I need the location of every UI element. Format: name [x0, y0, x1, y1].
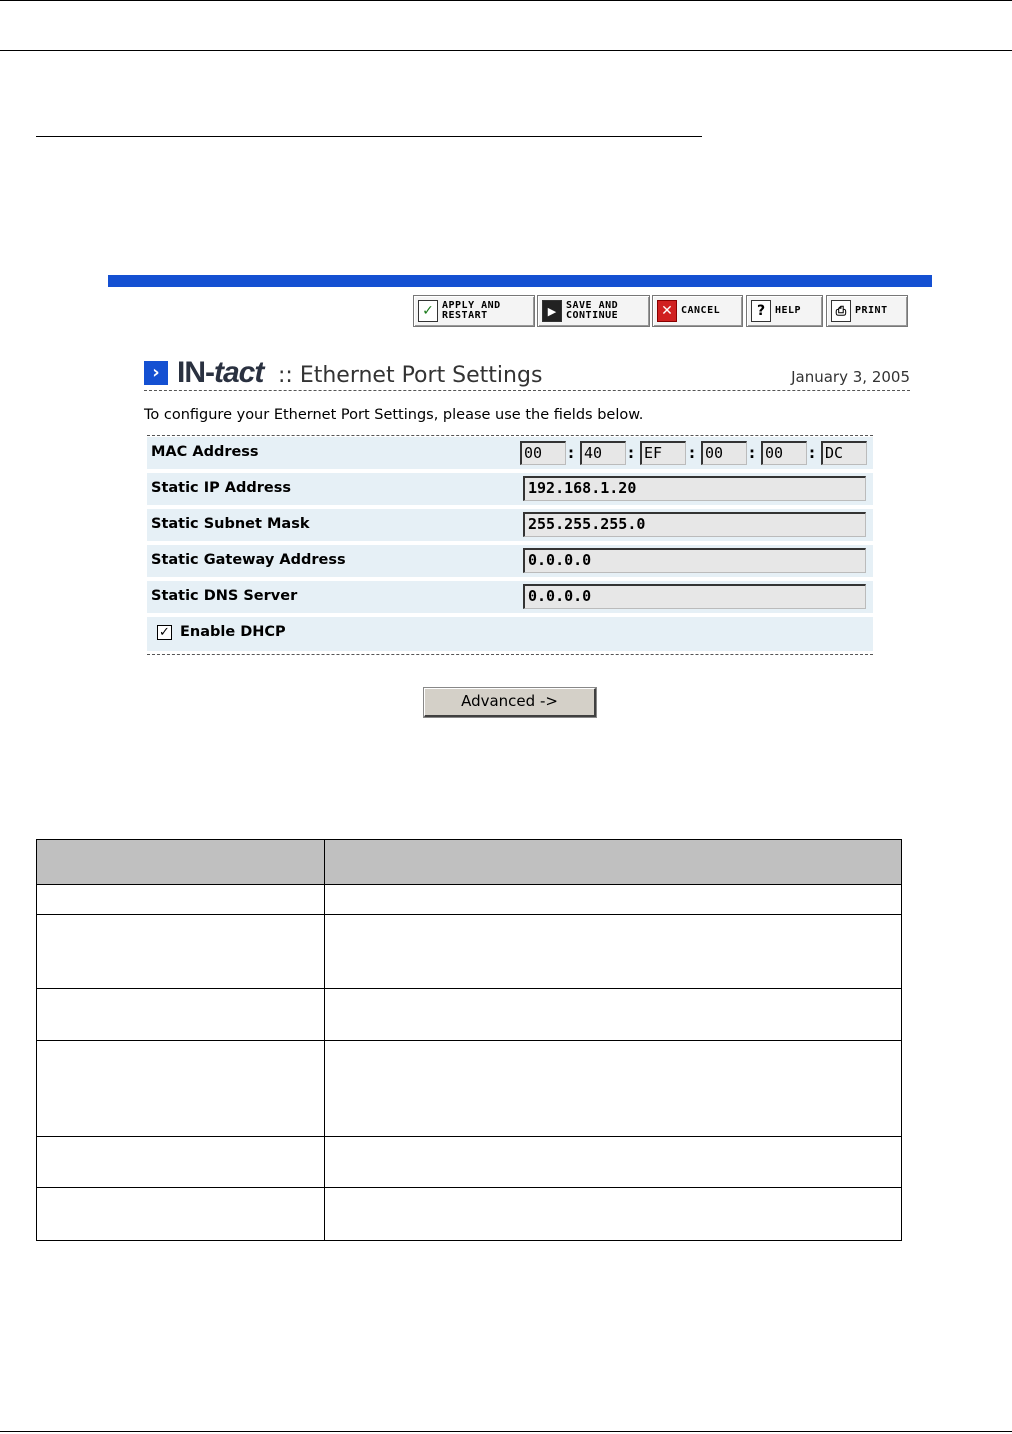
- save-and-continue-button[interactable]: [537, 295, 650, 327]
- gateway-field[interactable]: 0.0.0.0: [523, 548, 866, 573]
- table-row: [37, 1137, 902, 1188]
- mac-octet-4[interactable]: 00: [701, 441, 747, 465]
- table-row: [37, 989, 902, 1041]
- mac-separator: :: [568, 444, 574, 462]
- table-header-cell: [325, 840, 902, 885]
- field-description-table: [36, 839, 902, 1241]
- dhcp-row: [147, 617, 873, 651]
- cancel-label: CANCEL: [681, 305, 721, 316]
- page-title-row: [144, 358, 910, 391]
- print-label: PRINT: [855, 305, 888, 316]
- static-ip-field[interactable]: 192.168.1.20: [523, 476, 866, 501]
- mac-octet-2[interactable]: 40: [580, 441, 626, 465]
- top-rule: [0, 0, 1012, 1]
- static-ip-row: [147, 473, 873, 505]
- logo: IN-tact: [177, 356, 264, 389]
- settings-form: [147, 435, 873, 655]
- table-row: [37, 1188, 902, 1241]
- page-date: January 3, 2005: [791, 368, 910, 386]
- mac-octet-1[interactable]: 00: [520, 441, 566, 465]
- table-row: [37, 915, 902, 989]
- help-icon: ?: [751, 300, 771, 322]
- mac-separator: :: [809, 444, 815, 462]
- section-rule: [36, 136, 702, 137]
- dns-server-row: [147, 581, 873, 613]
- print-button[interactable]: [826, 295, 908, 327]
- subnet-mask-row: [147, 509, 873, 541]
- help-button[interactable]: [746, 295, 823, 327]
- print-icon: ⎙: [831, 300, 851, 322]
- mac-separator: :: [689, 444, 695, 462]
- apply-restart-icon: ✓: [418, 300, 438, 322]
- apply-and-restart-button[interactable]: [413, 295, 535, 327]
- mac-octet-5[interactable]: 00: [761, 441, 807, 465]
- cancel-button[interactable]: [652, 295, 743, 327]
- mac-separator: :: [628, 444, 634, 462]
- mac-address-row: [147, 437, 873, 469]
- accent-bar: [108, 275, 932, 287]
- subnet-mask-label: Static Subnet Mask: [151, 516, 310, 532]
- table-header-row: [37, 840, 902, 885]
- save-continue-icon: ▶: [542, 300, 562, 322]
- footer-rule: [0, 1431, 1012, 1432]
- table-row: [37, 1041, 902, 1137]
- mac-octet-3[interactable]: EF: [640, 441, 686, 465]
- apply-label: APPLY AND RESTART: [442, 300, 501, 321]
- enable-dhcp-label: Enable DHCP: [180, 624, 286, 640]
- subnet-mask-field[interactable]: 255.255.255.0: [523, 512, 866, 537]
- instructions-text: To configure your Ethernet Port Settings, please use the fields below.: [144, 407, 644, 423]
- mac-address-label: MAC Address: [151, 444, 259, 460]
- save-label: SAVE AND CONTINUE: [566, 300, 619, 321]
- table-row: [37, 885, 902, 915]
- enable-dhcp-checkbox[interactable]: ✓: [157, 625, 172, 640]
- advanced-button[interactable]: Advanced ->: [424, 688, 596, 717]
- dns-server-label: Static DNS Server: [151, 588, 298, 604]
- mac-octet-6[interactable]: DC: [821, 441, 867, 465]
- gateway-row: [147, 545, 873, 577]
- help-label: HELP: [775, 305, 802, 316]
- static-ip-label: Static IP Address: [151, 480, 292, 496]
- gateway-label: Static Gateway Address: [151, 552, 346, 568]
- table-header-cell: [37, 840, 325, 885]
- page-title: :: Ethernet Port Settings: [278, 363, 543, 388]
- chevron-right-icon: ›: [144, 361, 168, 385]
- header-rule: [0, 50, 1012, 51]
- dns-server-field[interactable]: 0.0.0.0: [523, 584, 866, 609]
- mac-separator: :: [749, 444, 755, 462]
- cancel-icon: ✕: [657, 300, 677, 322]
